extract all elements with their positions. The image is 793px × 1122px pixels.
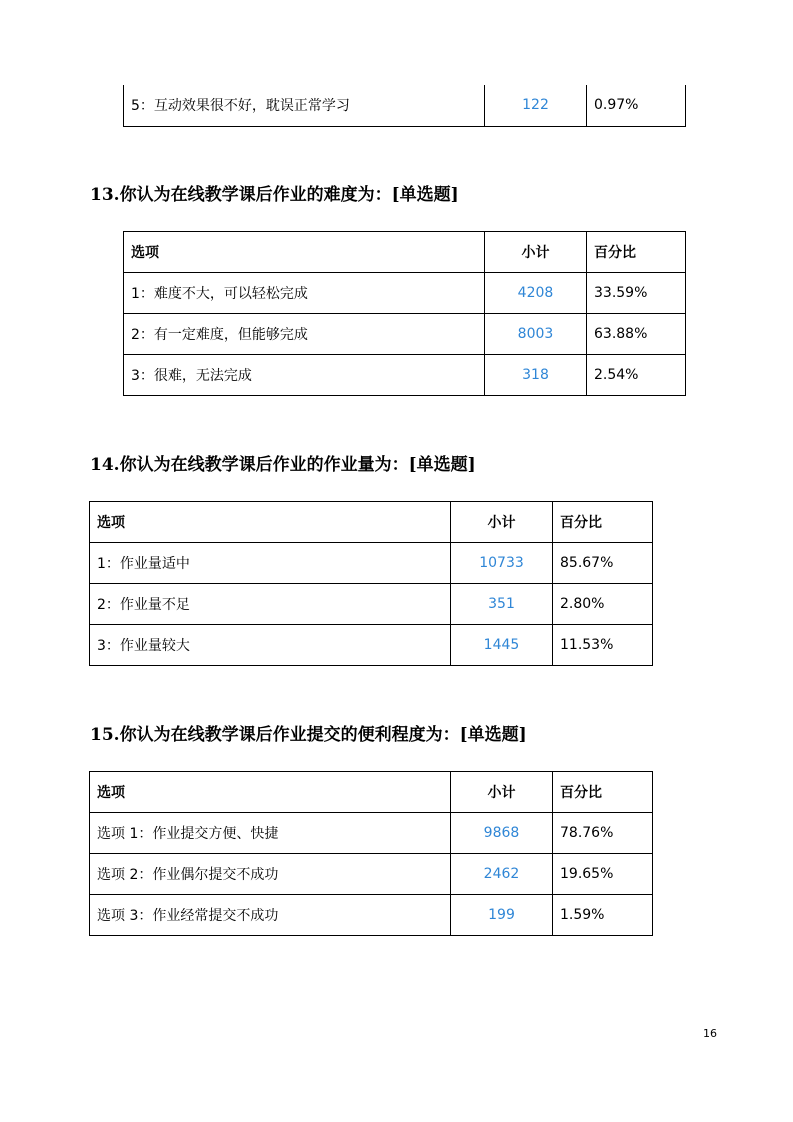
percent-cell: 1.59%	[553, 895, 653, 936]
table-header-row	[124, 232, 686, 273]
option-cell: 1：作业量适中	[90, 543, 451, 584]
option-header: 选项	[124, 232, 485, 273]
count-cell: 9868	[451, 813, 553, 854]
question-14-table	[89, 501, 653, 666]
option-header: 选项	[90, 772, 451, 813]
count-cell: 2462	[451, 854, 553, 895]
option-cell: 5：互动效果很不好，耽误正常学习	[124, 85, 485, 126]
question-15-title: 15.你认为在线教学课后作业提交的便利程度为：[单选题]	[90, 725, 527, 745]
percent-header: 百分比	[587, 232, 686, 273]
option-cell: 1：难度不大，可以轻松完成	[124, 273, 485, 314]
table-row	[124, 273, 686, 314]
option-cell: 3：很难，无法完成	[124, 355, 485, 396]
page-number: 16	[703, 1027, 717, 1040]
option-cell: 3：作业量较大	[90, 625, 451, 666]
option-cell: 2：作业量不足	[90, 584, 451, 625]
count-header: 小计	[451, 772, 553, 813]
percent-cell: 63.88%	[587, 314, 686, 355]
percent-cell: 78.76%	[553, 813, 653, 854]
count-header: 小计	[485, 232, 587, 273]
count-cell: 199	[451, 895, 553, 936]
option-cell: 选项 3：作业经常提交不成功	[90, 895, 451, 936]
count-cell: 122	[485, 85, 587, 126]
table-row	[124, 85, 686, 126]
table-row	[90, 584, 653, 625]
count-cell: 4208	[485, 273, 587, 314]
count-header: 小计	[451, 502, 553, 543]
table-row	[124, 314, 686, 355]
count-cell: 1445	[451, 625, 553, 666]
table-header-row	[90, 772, 653, 813]
question-15-table	[89, 771, 653, 936]
table-row	[90, 543, 653, 584]
option-cell: 2：有一定难度，但能够完成	[124, 314, 485, 355]
question-14-title: 14.你认为在线教学课后作业的作业量为：[单选题]	[90, 455, 476, 475]
percent-header: 百分比	[553, 772, 653, 813]
percent-cell: 85.67%	[553, 543, 653, 584]
question-13-title: 13.你认为在线教学课后作业的难度为：[单选题]	[90, 185, 459, 205]
question-13-table	[123, 231, 686, 396]
continued-table	[123, 85, 686, 127]
table-row	[90, 895, 653, 936]
percent-cell: 2.54%	[587, 355, 686, 396]
table-row	[124, 355, 686, 396]
percent-cell: 2.80%	[553, 584, 653, 625]
percent-cell: 0.97%	[587, 85, 686, 126]
table-row	[90, 854, 653, 895]
table-row	[90, 625, 653, 666]
table-header-row	[90, 502, 653, 543]
count-cell: 8003	[485, 314, 587, 355]
table-row	[90, 813, 653, 854]
count-cell: 351	[451, 584, 553, 625]
count-cell: 10733	[451, 543, 553, 584]
percent-cell: 11.53%	[553, 625, 653, 666]
option-header: 选项	[90, 502, 451, 543]
percent-cell: 19.65%	[553, 854, 653, 895]
option-cell: 选项 1：作业提交方便、快捷	[90, 813, 451, 854]
option-cell: 选项 2：作业偶尔提交不成功	[90, 854, 451, 895]
percent-cell: 33.59%	[587, 273, 686, 314]
count-cell: 318	[485, 355, 587, 396]
percent-header: 百分比	[553, 502, 653, 543]
